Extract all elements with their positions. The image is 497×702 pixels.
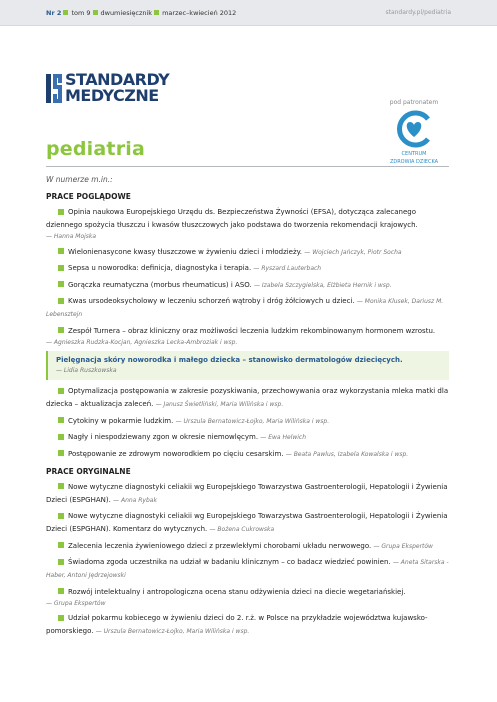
featured-article[interactable] xyxy=(46,351,449,380)
period-label: marzec–kwiecień 2012 xyxy=(162,8,237,17)
article-item[interactable]: Świadoma zgoda uczestnika na udział w badaniu klinicznym – co badacz wiedzieć powinien. — Aneta Sitarska - Haber, Antoni Jędrzejowski xyxy=(46,558,449,579)
green-square-bullet-icon xyxy=(58,298,64,304)
article-item[interactable]: Zalecenia leczenia żywieniowego dzieci z przewlekłymi chorobami układu nerwowego. — Grupa Ekspertów xyxy=(46,540,449,553)
green-square-bullet-icon xyxy=(58,450,64,456)
section-title-reviews: PRACE POGLĄDOWE xyxy=(46,192,131,201)
green-square-bullet-icon xyxy=(58,559,64,565)
article-item[interactable]: Rozwój intelektualny i antropologiczna ocena stanu odżywienia dzieci na diecie wegetariańskiej. — Grupa Ekspertów xyxy=(46,587,406,607)
centrum-zdrowia-dziecka-logo-icon xyxy=(394,109,434,149)
green-square-bullet-icon xyxy=(58,483,64,489)
green-square-bullet-icon xyxy=(58,513,64,519)
logo-line-1: STANDARDY xyxy=(65,70,170,89)
masthead xyxy=(0,26,497,165)
article-item[interactable]: Udział pokarmu kobiecego w żywieniu dzieci do 2. r.ż. w Polsce na przykładzie województwa kujawsko-pomorskiego. — Urszula Bernatowicz-Łojko, Maria Wilińska i wsp. xyxy=(46,614,428,635)
green-square-bullet-icon xyxy=(58,588,64,594)
issue-info-bar xyxy=(0,0,497,26)
patron-name-line-1: CENTRUM xyxy=(401,151,427,157)
article-item[interactable]: Zespół Turnera – obraz kliniczny oraz możliwości leczenia ludzkim rekombinowanym hormonem wzrostu. — Agnieszka Rudzka-Kocjan, Agnieszka Lecka-Ambroziak i wsp. xyxy=(46,326,436,346)
green-square-bullet-icon xyxy=(58,434,64,440)
contents-list xyxy=(0,175,497,638)
contents-intro: W numerze m.in.: xyxy=(46,175,113,184)
site-url-link[interactable]: standardy.pl/pediatria xyxy=(385,9,451,16)
green-square-bullet-icon xyxy=(58,248,64,254)
logo-line-2: MEDYCZNE xyxy=(65,85,159,105)
section-title-original: PRACE ORYGINALNE xyxy=(46,466,131,476)
green-square-bullet-icon xyxy=(58,615,64,621)
article-item[interactable]: Gorączka reumatyczna (morbus rheumaticus) i ASO. — Izabela Szczygielska, Elżbieta Hernik i wsp. xyxy=(46,279,449,292)
patronage-label: pod patronatem xyxy=(389,99,439,106)
green-square-bullet-icon xyxy=(58,542,64,548)
article-item[interactable]: Postępowanie ze zdrowym noworodkiem po cięciu cesarskim. — Beata Pawlus, Izabela Kowalska i wsp. xyxy=(46,448,449,461)
featured-article-authors: — Lidia Ruszkowska xyxy=(56,367,117,374)
logo-mark-icon xyxy=(46,72,62,105)
featured-article-title: Pielęgnacja skóry noworodka i małego dziecka – stanowisko dermatologów dziecięcych. xyxy=(56,356,403,364)
article-item[interactable]: Kwas ursodeoksycholowy w leczeniu schorzeń wątroby i dróg żółciowych u dzieci. — Monika Klusek, Dariusz M. Lebensztejn xyxy=(46,297,444,318)
green-square-bullet-icon xyxy=(58,327,64,333)
article-item[interactable]: Cytokiny w pokarmie ludzkim. — Urszula Bernatowicz-Łojko, Maria Wilińska i wsp. xyxy=(46,415,449,428)
article-item[interactable]: Nowe wytyczne diagnostyki celiakii wg Europejskiego Towarzystwa Gastroenterologii, Hepatologii i Żywienia Dzieci (ESPGHAN). — Anna Rybak xyxy=(46,482,448,504)
green-square-bullet-icon xyxy=(58,417,64,423)
separator-square-icon xyxy=(63,10,68,15)
standardy-medyczne-logo[interactable] xyxy=(46,72,169,105)
article-item[interactable]: Sepsa u noworodka: definicja, diagnostyka i terapia. — Ryszard Lauterbach xyxy=(46,262,449,275)
header-divider xyxy=(46,166,449,167)
article-item[interactable]: Opinia naukowa Europejskiego Urzędu ds. Bezpieczeństwa Żywności (EFSA), dotycząca zalecanego dziennego spożycia tłuszczu i kwasów tłuszczowych jako podstawa do tworzenia rekomendacji krajowych. — Hanna Mojska xyxy=(46,208,418,240)
separator-square-icon xyxy=(154,10,159,15)
article-item[interactable]: Nowe wytyczne diagnostyki celiakii wg Europejskiego Towarzystwa Gastroenterologii, Hepatologii i Żywienia Dzieci (ESPGHAN). Komentarz do wytycznych. — Bożena Cukrowska xyxy=(46,512,448,533)
volume-label: tom 9 xyxy=(71,8,91,17)
patron-name-line-2: ZDROWIA DZIECKA xyxy=(389,159,439,165)
patronage-block xyxy=(379,99,449,165)
green-square-bullet-icon xyxy=(58,388,64,394)
article-item[interactable]: Nagły i niespodziewany zgon w okresie niemowlęcym. — Ewa Helwich xyxy=(46,431,449,444)
article-item[interactable]: Wielonienasycone kwasy tłuszczowe w żywieniu dzieci i młodzieży. — Wojciech Jańczyk, Piotr Socha xyxy=(46,246,449,259)
green-square-bullet-icon xyxy=(58,281,64,287)
frequency-label: dwumiesięcznik xyxy=(100,8,153,17)
journal-brand-title: pediatria xyxy=(46,138,146,160)
green-square-bullet-icon xyxy=(58,265,64,271)
separator-square-icon xyxy=(93,10,98,15)
article-item[interactable]: Optymalizacja postępowania w zakresie pozyskiwania, przechowywania oraz wykorzystania mleka matki dla dziecka – aktualizacja zaleceń. — Janusz Świetliński, Maria Wilińska i wsp. xyxy=(46,387,449,408)
issue-number: Nr 2 xyxy=(46,8,62,17)
green-square-bullet-icon xyxy=(58,209,64,215)
